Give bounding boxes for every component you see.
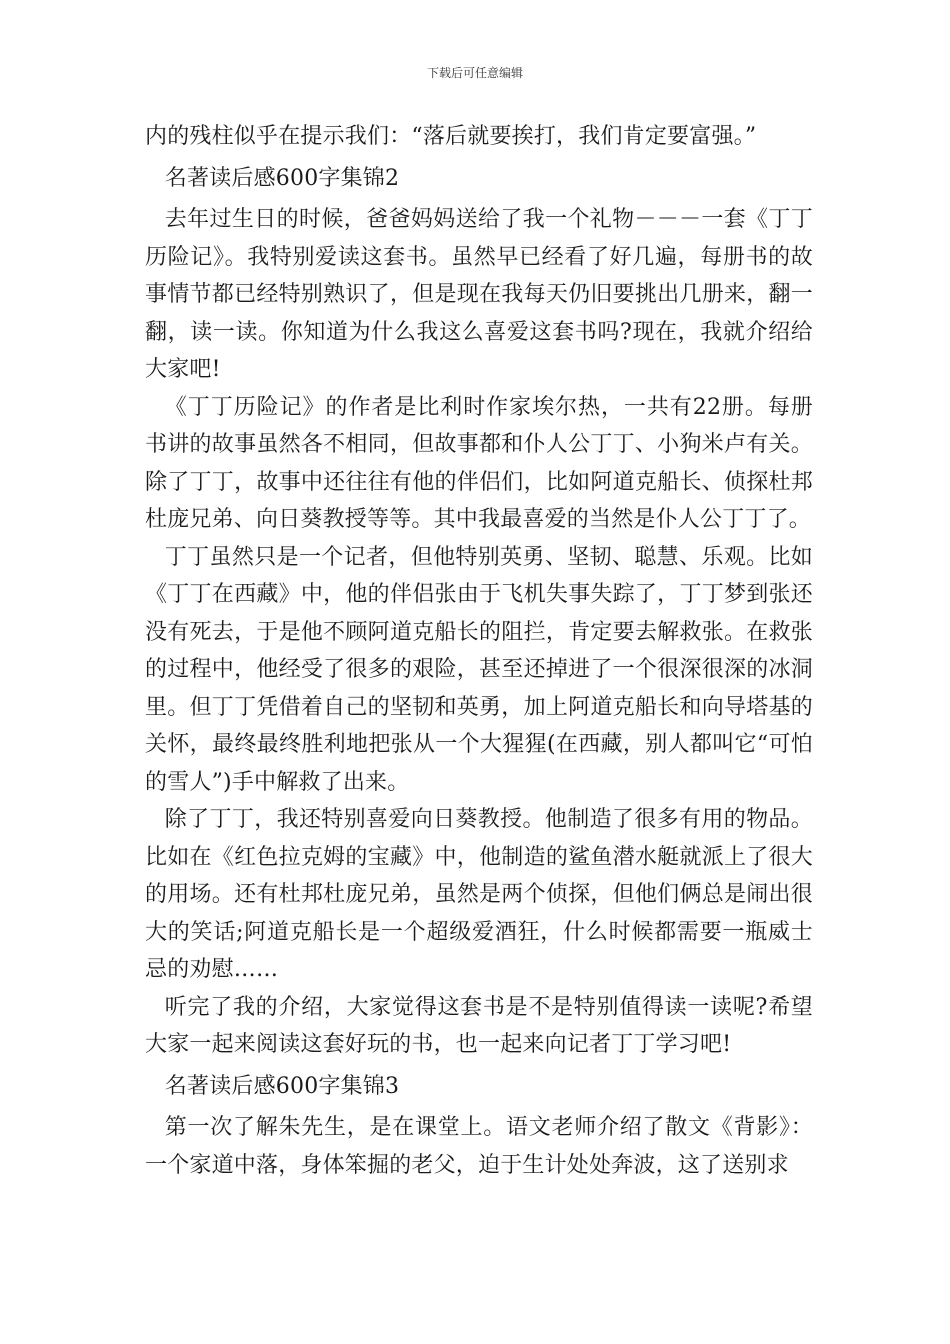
paragraph-1: 去年过生日的时候，爸爸妈妈送给了我一个礼物－－－一套《丁丁历险记》。我特别爱读这套书。虽然早已经看了好几遍，每册书的故事情节都已经特别熟识了，但是现在我每天仍旧要挑出几册来，翻一翻，读一读。你知道为什么我这么喜爱这套书吗?现在，我就介绍给大家吧! bbox=[145, 207, 813, 382]
section-heading-2: 名著读后感600字集锦2 bbox=[164, 165, 400, 191]
paragraph-6: 第一次了解朱先生，是在课堂上。语文老师介绍了散文《背影》：一个家道中落，身体笨掘的老父，迫于生计处处奔波，这了送别求 bbox=[145, 1115, 813, 1178]
page-header-note: 下载后可任意编辑 bbox=[426, 66, 523, 80]
paragraph-5: 听完了我的介绍，大家觉得这套书是不是特别值得读一读呢?希望大家一起来阅读这套好玩的书，也一起来向记者丁丁学习吧! bbox=[145, 994, 813, 1057]
paragraph-2: 《丁丁历险记》的作者是比利时作家埃尔热，一共有22册。每册书讲的故事虽然各不相同，但故事都和仆人公丁丁、小狗米卢有关。除了丁丁，故事中还往往有他的伴侣们，比如阿道克船长、侦探杜邦杜庞兄弟、向日葵教授等等。其中我最喜爱的当然是仆人公丁丁了。 bbox=[145, 394, 813, 532]
section-heading-3: 名著读后感600字集锦3 bbox=[164, 1073, 400, 1099]
document-body bbox=[145, 118, 813, 1184]
paragraph-4: 除了丁丁，我还特别喜爱向日葵教授。他制造了很多有用的物品。比如在《红色拉克姆的宝藏》中，他制造的鲨鱼潜水艇就派上了很大的用场。还有杜邦杜庞兄弟，虽然是两个侦探，但他们俩总是闹出很大的笑话;阿道克船长是一个超级爱酒狂，什么时候都需要一瓶威士忌的劝慰…… bbox=[145, 807, 813, 982]
paragraph-continued: 内的残柱似乎在提示我们：“落后就要挨打，我们肯定要富强。” bbox=[145, 124, 757, 149]
paragraph-3: 丁丁虽然只是一个记者，但他特别英勇、坚韧、聪慧、乐观。比如《丁丁在西藏》中，他的伴侣张由于飞机失事失踪了，丁丁梦到张还没有死去，于是他不顾阿道克船长的阻拦，肯定要去解救张。在救张的过程中，他经受了很多的艰险，甚至还掉进了一个很深很深的冰洞里。但丁丁凭借着自己的坚韧和英勇，加上阿道克船长和向导塔基的关怀，最终最终胜利地把张从一个大猩猩(在西藏，别人都叫它“可怕的雪人”)手中解救了出来。 bbox=[145, 544, 813, 795]
